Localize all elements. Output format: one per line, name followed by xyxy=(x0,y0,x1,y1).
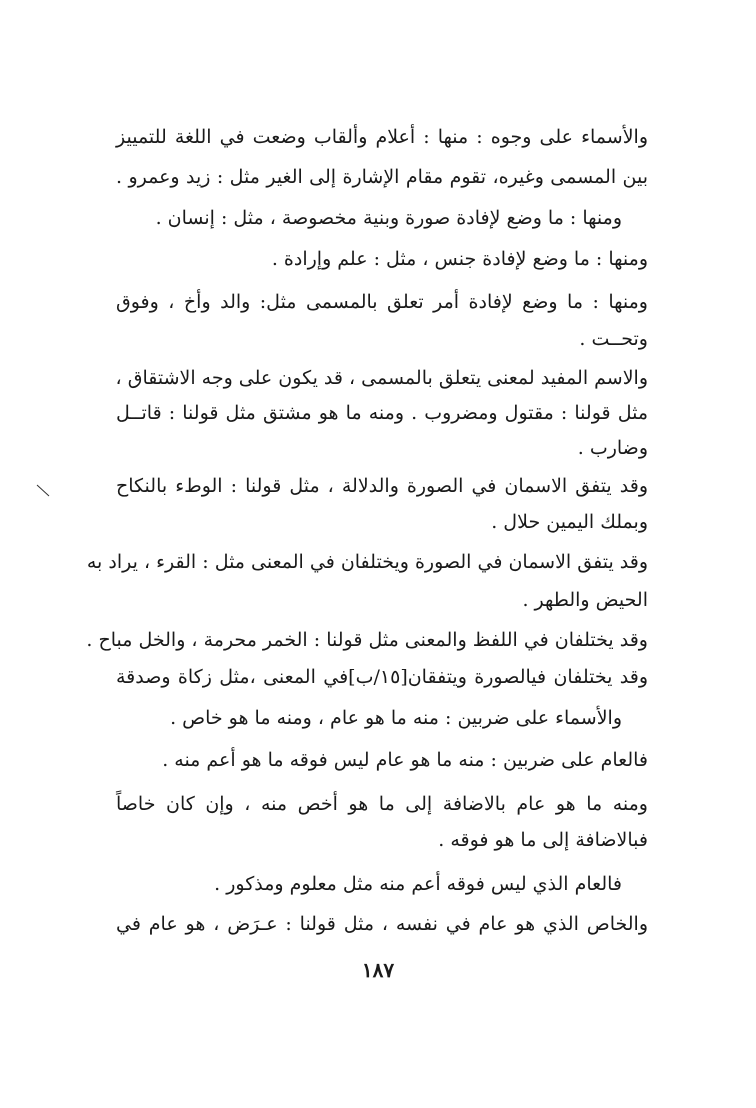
text-line: والأسماء على وجوه : منها : أعلام وألقاب وضعت في اللغة للتمييز xyxy=(116,126,648,148)
text-line: وبملك اليمين حلال . xyxy=(491,511,648,533)
text-line: وقد يختلفان في اللفظ والمعنى مثل قولنا : الخمر محرمة ، والخل مباح . xyxy=(86,629,648,651)
text-line: فبالاضافة إلى ما هو فوقه . xyxy=(438,829,648,851)
text-line: بين المسمى وغيره، تقوم مقام الإشارة إلى الغير مثل : زيد وعمرو . xyxy=(116,166,648,188)
text-line: مثل قولنا : مقتول ومضروب . ومنه ما هو مشتق مثل قولنا : قاتــل xyxy=(116,402,648,424)
text-line: فالعام الذي ليس فوقه أعم منه مثل معلوم ومذكور . xyxy=(214,873,622,895)
text-line: والخاص الذي هو عام في نفسه ، مثل قولنا : عـرَض ، هو عام في xyxy=(116,913,648,935)
text-line: والاسم المفيد لمعنى يتعلق بالمسمى ، قد يكون على وجه الاشتقاق ، xyxy=(115,367,648,389)
text-line: وقد يتفق الاسمان في الصورة ويختلفان في المعنى مثل : القرء ، يراد به xyxy=(86,551,648,573)
page-number: ١٨٧ xyxy=(361,958,395,982)
text-line: وضارب . xyxy=(577,437,648,459)
text-line: ومنه ما هو عام بالاضافة إلى ما هو أخص منه ، وإن كان خاصاً xyxy=(116,793,648,815)
text-line: وقد يتفق الاسمان في الصورة والدلالة ، مثل قولنا : الوطء بالنكاح xyxy=(116,475,648,497)
text-line: والأسماء على ضربين : منه ما هو عام ، ومنه ما هو خاص . xyxy=(170,707,622,729)
text-line: فالعام على ضربين : منه ما هو عام ليس فوقه ما هو أعم منه . xyxy=(162,749,648,771)
text-line: الحيض والطهر . xyxy=(522,589,648,611)
text-line: ومنها : ما وضع لإفادة جنس ، مثل : علم وإرادة . xyxy=(271,248,648,270)
text-line: وقد يختلفان فيالصورة ويتفقان[١٥/ب]في المعنى ،مثل زكاة وصدقة xyxy=(116,666,649,688)
pencil-mark-icon xyxy=(36,484,50,498)
text-line: ومنها : ما وضع لإفادة أمر تعلق بالمسمى مثل: والد وأخ ، وفوق xyxy=(116,291,648,313)
text-line: ومنها : ما وضع لإفادة صورة وبنية مخصوصة ، مثل : إنسان . xyxy=(155,207,622,229)
text-line: وتحــت . xyxy=(579,328,648,350)
